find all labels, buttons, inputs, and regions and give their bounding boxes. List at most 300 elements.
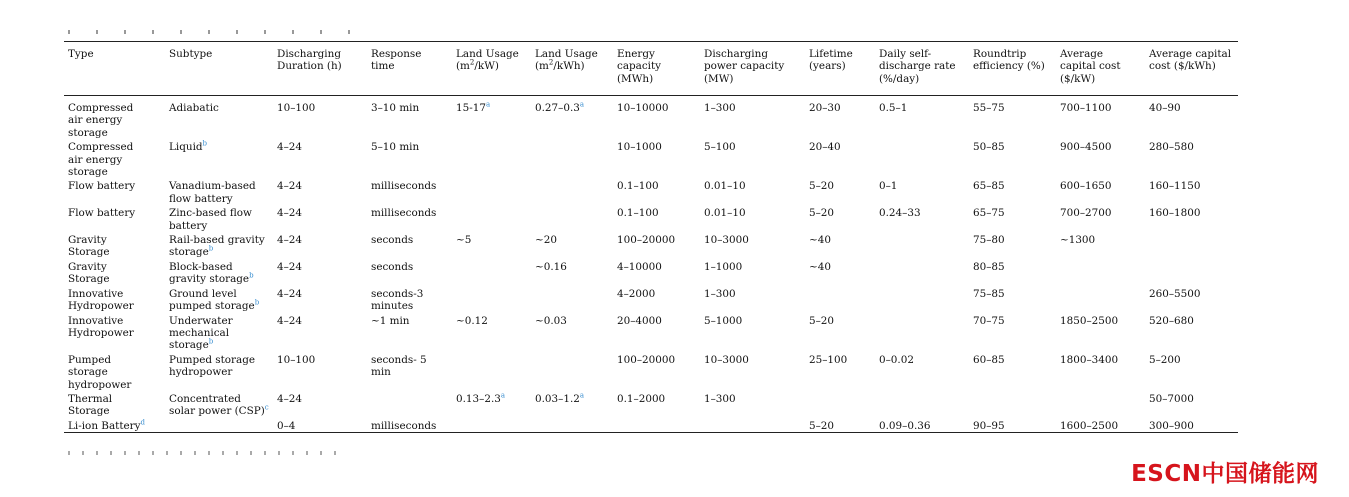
cell-energy bbox=[613, 286, 700, 313]
cell-land-kwh bbox=[531, 205, 613, 232]
table-row bbox=[64, 139, 1238, 178]
cell-text: 0.1–100 bbox=[617, 180, 659, 193]
cell-text: 1–1000 bbox=[704, 260, 743, 273]
cell-text: 5–20 bbox=[809, 180, 835, 193]
cell-cost-kwh bbox=[1145, 96, 1238, 140]
cell-text: 4–24 bbox=[277, 180, 303, 193]
cell-text: 5–20 bbox=[809, 207, 835, 220]
cell-duration bbox=[273, 313, 367, 352]
cell-land-kwh bbox=[531, 391, 613, 418]
cell-response bbox=[367, 418, 452, 433]
cell-text: 260–5500 bbox=[1149, 287, 1201, 300]
cell-duration bbox=[273, 139, 367, 178]
energy-storage-table bbox=[64, 41, 1238, 433]
cell-text: Pumped storage hydropower bbox=[169, 353, 256, 379]
cell-efficiency bbox=[969, 96, 1056, 140]
footnote-marker: a bbox=[579, 391, 585, 400]
cell-text: 15-17 bbox=[456, 102, 486, 114]
footnote-marker: b bbox=[208, 337, 214, 346]
cell-power bbox=[700, 418, 805, 433]
cell-energy bbox=[613, 313, 700, 352]
cell-subtype bbox=[165, 139, 273, 178]
column-header bbox=[367, 42, 452, 96]
table-row bbox=[64, 96, 1238, 140]
cell-cost-kwh bbox=[1145, 259, 1238, 286]
cell-text: 4–24 bbox=[277, 207, 303, 220]
cell-energy bbox=[613, 391, 700, 418]
cell-power bbox=[700, 96, 805, 140]
cell-text: 65–85 bbox=[973, 180, 1005, 193]
footnote-marker: a bbox=[485, 100, 491, 109]
cell-lifetime bbox=[805, 391, 875, 418]
cell-text: 0.27–0.3 bbox=[535, 102, 580, 114]
cell-text: 60–85 bbox=[973, 353, 1005, 366]
escn-logo-watermark: ESCN中国储能网 bbox=[1131, 461, 1319, 487]
footnote-marker: b bbox=[249, 271, 254, 280]
cell-text: ~5 bbox=[456, 234, 472, 247]
cell-text: 0.1–2000 bbox=[617, 392, 666, 405]
cell-text: ~0.16 bbox=[535, 260, 567, 273]
cell-land-kwh bbox=[531, 232, 613, 259]
cut-off-footnote-line bbox=[68, 451, 338, 455]
cell-lifetime bbox=[805, 313, 875, 352]
header-row bbox=[64, 42, 1238, 96]
cell-text: 900–4500 bbox=[1060, 141, 1112, 154]
cell-duration bbox=[273, 391, 367, 418]
cell-text: Ground level pumped storage bbox=[169, 287, 255, 313]
cell-selfdischarge bbox=[875, 352, 969, 391]
cell-text: 0.5–1 bbox=[879, 102, 908, 114]
cell-text: 160–1800 bbox=[1149, 207, 1201, 220]
cell-cost-kw bbox=[1056, 259, 1145, 286]
cell-cost-kwh bbox=[1145, 313, 1238, 352]
table-body bbox=[64, 96, 1238, 433]
cell-subtype bbox=[165, 178, 273, 205]
cell-text: 5–20 bbox=[809, 419, 835, 432]
cell-text: 0–4 bbox=[277, 419, 296, 432]
footnote-marker: a bbox=[579, 100, 585, 109]
cell-power bbox=[700, 205, 805, 232]
cell-text: milliseconds bbox=[371, 180, 437, 193]
cell-text: 90–95 bbox=[973, 419, 1005, 432]
cell-energy bbox=[613, 139, 700, 178]
cell-text: milliseconds bbox=[371, 419, 437, 432]
cell-land-kwh bbox=[531, 96, 613, 140]
table-row bbox=[64, 286, 1238, 313]
cell-land-kw bbox=[452, 205, 531, 232]
table-row bbox=[64, 313, 1238, 352]
cell-text: 1850–2500 bbox=[1060, 314, 1119, 327]
cell-text: 4–24 bbox=[277, 260, 303, 273]
column-header bbox=[969, 42, 1056, 96]
cell-cost-kwh bbox=[1145, 139, 1238, 178]
column-header-text: Discharging power capacity (MW) bbox=[704, 48, 785, 85]
cut-off-caption-line bbox=[68, 30, 368, 34]
column-header-unit: /kW) bbox=[474, 60, 499, 73]
cell-land-kw bbox=[452, 391, 531, 418]
cell-text: ~1300 bbox=[1060, 234, 1096, 247]
column-header-superscript: 2 bbox=[548, 58, 554, 67]
cell-text: 520–680 bbox=[1149, 314, 1194, 327]
cell-selfdischarge bbox=[875, 205, 969, 232]
cell-response bbox=[367, 96, 452, 140]
cell-land-kw bbox=[452, 313, 531, 352]
cell-energy bbox=[613, 418, 700, 433]
cell-duration bbox=[273, 96, 367, 140]
cell-text: 75–85 bbox=[973, 287, 1005, 300]
cell-efficiency bbox=[969, 418, 1056, 433]
cell-text: seconds-3 minutes bbox=[371, 287, 424, 313]
cell-cost-kwh bbox=[1145, 286, 1238, 313]
table-row bbox=[64, 352, 1238, 391]
cell-subtype bbox=[165, 205, 273, 232]
cell-energy bbox=[613, 232, 700, 259]
table-row bbox=[64, 232, 1238, 259]
cell-text: seconds bbox=[371, 260, 414, 273]
cell-cost-kwh bbox=[1145, 178, 1238, 205]
cell-type bbox=[64, 286, 165, 313]
cell-land-kw bbox=[452, 286, 531, 313]
cell-text: Liquid bbox=[169, 141, 203, 154]
column-header bbox=[613, 42, 700, 96]
cell-text: 700–2700 bbox=[1060, 207, 1112, 220]
column-header bbox=[805, 42, 875, 96]
cell-duration bbox=[273, 205, 367, 232]
cell-text: 5–100 bbox=[704, 141, 736, 154]
cell-text: 1600–2500 bbox=[1060, 419, 1119, 432]
cell-text: 160–1150 bbox=[1149, 180, 1201, 193]
cell-cost-kwh bbox=[1145, 205, 1238, 232]
cell-text: 100–20000 bbox=[617, 234, 676, 247]
column-header bbox=[700, 42, 805, 96]
cell-energy bbox=[613, 259, 700, 286]
cell-text: Compressed air energy storage bbox=[68, 141, 134, 179]
cell-text: 10–3000 bbox=[704, 353, 749, 366]
cell-type bbox=[64, 178, 165, 205]
cell-duration bbox=[273, 418, 367, 433]
cell-selfdischarge bbox=[875, 139, 969, 178]
cell-land-kwh bbox=[531, 313, 613, 352]
cell-lifetime bbox=[805, 205, 875, 232]
cell-text: Li-ion Battery bbox=[68, 419, 141, 432]
cell-efficiency bbox=[969, 232, 1056, 259]
cell-text: 55–75 bbox=[973, 102, 1005, 114]
cell-duration bbox=[273, 286, 367, 313]
cell-text: 0.01–10 bbox=[704, 180, 746, 193]
table-row bbox=[64, 205, 1238, 232]
cell-text: ~40 bbox=[809, 234, 831, 247]
cell-land-kw bbox=[452, 259, 531, 286]
cell-lifetime bbox=[805, 286, 875, 313]
cell-text: 10–10000 bbox=[617, 102, 669, 114]
cell-text: Vanadium-based flow battery bbox=[169, 180, 256, 205]
cell-text: 1–300 bbox=[704, 102, 736, 114]
cell-text: 280–580 bbox=[1149, 141, 1194, 154]
cell-text: Innovative Hydropower bbox=[68, 314, 134, 339]
cell-lifetime bbox=[805, 96, 875, 140]
cell-subtype bbox=[165, 232, 273, 259]
cell-text: ~40 bbox=[809, 260, 831, 273]
cell-cost-kwh bbox=[1145, 232, 1238, 259]
cell-duration bbox=[273, 259, 367, 286]
cell-response bbox=[367, 286, 452, 313]
table-header bbox=[64, 42, 1238, 96]
cell-text: 4–10000 bbox=[617, 260, 662, 273]
cell-energy bbox=[613, 96, 700, 140]
cell-type bbox=[64, 313, 165, 352]
cell-text: 50–7000 bbox=[1149, 392, 1194, 405]
cell-land-kwh bbox=[531, 286, 613, 313]
cell-cost-kw bbox=[1056, 232, 1145, 259]
cell-text: Thermal Storage bbox=[68, 392, 113, 418]
table-row bbox=[64, 391, 1238, 418]
cell-power bbox=[700, 232, 805, 259]
cell-power bbox=[700, 352, 805, 391]
cell-efficiency bbox=[969, 259, 1056, 286]
cell-lifetime bbox=[805, 139, 875, 178]
cell-type bbox=[64, 139, 165, 178]
table-row bbox=[64, 418, 1238, 433]
cell-energy bbox=[613, 352, 700, 391]
cell-text: 600–1650 bbox=[1060, 180, 1112, 193]
cell-land-kwh bbox=[531, 259, 613, 286]
cell-response bbox=[367, 259, 452, 286]
column-header bbox=[1056, 42, 1145, 96]
cell-text: Zinc-based flow battery bbox=[169, 207, 252, 232]
cell-text: Compressed air energy storage bbox=[68, 102, 134, 139]
cell-land-kw bbox=[452, 418, 531, 433]
table-row bbox=[64, 259, 1238, 286]
cell-response bbox=[367, 391, 452, 418]
cell-text: 4–24 bbox=[277, 392, 303, 405]
column-header-text: Average capital cost ($/kW) bbox=[1060, 48, 1121, 85]
cell-duration bbox=[273, 232, 367, 259]
cell-text: 10–100 bbox=[277, 102, 316, 114]
cell-text: 20–40 bbox=[809, 141, 841, 154]
column-header bbox=[64, 42, 165, 96]
column-header bbox=[452, 42, 531, 96]
cell-cost-kw bbox=[1056, 96, 1145, 140]
cell-type bbox=[64, 352, 165, 391]
cell-cost-kw bbox=[1056, 139, 1145, 178]
cell-cost-kw bbox=[1056, 418, 1145, 433]
cell-text: 1800–3400 bbox=[1060, 353, 1119, 366]
cell-text: 70–75 bbox=[973, 314, 1005, 327]
cell-cost-kw bbox=[1056, 286, 1145, 313]
column-header bbox=[1145, 42, 1238, 96]
cell-efficiency bbox=[969, 178, 1056, 205]
cell-text: 5–20 bbox=[809, 314, 835, 327]
cell-subtype bbox=[165, 286, 273, 313]
cell-text: 20–4000 bbox=[617, 314, 662, 327]
column-header-text: Average capital cost ($/kWh) bbox=[1149, 48, 1232, 73]
cell-text: 1–300 bbox=[704, 392, 736, 405]
cell-text: Gravity Storage bbox=[68, 260, 110, 286]
cell-text: 0–1 bbox=[879, 180, 898, 193]
column-header-unit: /kWh) bbox=[553, 60, 585, 73]
cell-response bbox=[367, 232, 452, 259]
cell-text: 4–24 bbox=[277, 141, 303, 154]
cell-text: 300–900 bbox=[1149, 419, 1194, 432]
cell-land-kw bbox=[452, 139, 531, 178]
cell-text: 4–2000 bbox=[617, 287, 656, 300]
cell-text: Underwater mechanical storage bbox=[169, 314, 233, 352]
cell-land-kwh bbox=[531, 178, 613, 205]
cell-lifetime bbox=[805, 259, 875, 286]
cell-text: 50–85 bbox=[973, 141, 1005, 154]
column-header-text: Lifetime (years) bbox=[809, 48, 853, 73]
cell-cost-kwh bbox=[1145, 418, 1238, 433]
cell-subtype bbox=[165, 313, 273, 352]
cell-text: 100–20000 bbox=[617, 353, 676, 366]
cell-selfdischarge bbox=[875, 96, 969, 140]
cell-subtype bbox=[165, 96, 273, 140]
cell-selfdischarge bbox=[875, 418, 969, 433]
cell-efficiency bbox=[969, 286, 1056, 313]
cell-lifetime bbox=[805, 232, 875, 259]
cell-power bbox=[700, 178, 805, 205]
footnote-marker: c bbox=[264, 403, 269, 412]
cell-type bbox=[64, 259, 165, 286]
cell-selfdischarge bbox=[875, 391, 969, 418]
column-header bbox=[531, 42, 613, 96]
cell-selfdischarge bbox=[875, 259, 969, 286]
cell-text: Concentrated solar power (CSP) bbox=[169, 392, 265, 418]
cell-type bbox=[64, 418, 165, 433]
cell-type bbox=[64, 96, 165, 140]
cell-subtype bbox=[165, 418, 273, 433]
cell-text: ~0.03 bbox=[535, 314, 567, 327]
cell-energy bbox=[613, 178, 700, 205]
column-header-text: Discharging Duration (h) bbox=[277, 48, 342, 73]
cell-power bbox=[700, 313, 805, 352]
cell-type bbox=[64, 391, 165, 418]
cell-text: 0.03–1.2 bbox=[535, 392, 580, 405]
column-header bbox=[875, 42, 969, 96]
cell-type bbox=[64, 205, 165, 232]
cell-text: Innovative Hydropower bbox=[68, 287, 134, 313]
cell-selfdischarge bbox=[875, 232, 969, 259]
column-header-text: Daily self-discharge rate (%/day) bbox=[879, 48, 956, 85]
cell-text: 0.1–100 bbox=[617, 207, 659, 220]
cell-subtype bbox=[165, 259, 273, 286]
footnote-marker: d bbox=[140, 418, 145, 427]
cell-lifetime bbox=[805, 178, 875, 205]
cell-text: Rail-based gravity storage bbox=[169, 234, 265, 259]
cell-lifetime bbox=[805, 352, 875, 391]
column-header-text: Land Usage (m bbox=[456, 48, 519, 73]
cell-text: Gravity Storage bbox=[68, 234, 110, 259]
cell-text: Pumped storage hydropower bbox=[68, 353, 132, 391]
column-header bbox=[165, 42, 273, 96]
cell-duration bbox=[273, 178, 367, 205]
cell-text: seconds bbox=[371, 234, 414, 247]
cell-power bbox=[700, 286, 805, 313]
cell-response bbox=[367, 313, 452, 352]
cell-cost-kw bbox=[1056, 205, 1145, 232]
cell-text: 5–1000 bbox=[704, 314, 743, 327]
cell-text: milliseconds bbox=[371, 207, 437, 220]
cell-text: 5–200 bbox=[1149, 353, 1181, 366]
cell-land-kw bbox=[452, 96, 531, 140]
cell-selfdischarge bbox=[875, 286, 969, 313]
cell-text: 0.01–10 bbox=[704, 207, 746, 220]
cell-text: 0.09–0.36 bbox=[879, 419, 931, 432]
cell-power bbox=[700, 259, 805, 286]
cell-text: Flow battery bbox=[68, 180, 136, 193]
cell-text: ~20 bbox=[535, 234, 557, 247]
cell-subtype bbox=[165, 391, 273, 418]
column-header-text: Energy capacity (MWh) bbox=[617, 48, 662, 85]
column-header-text: Response time bbox=[371, 48, 422, 73]
cell-text: ~0.12 bbox=[456, 314, 488, 327]
cell-efficiency bbox=[969, 391, 1056, 418]
cell-text: 0.24–33 bbox=[879, 207, 921, 220]
cell-response bbox=[367, 139, 452, 178]
cell-cost-kwh bbox=[1145, 391, 1238, 418]
cell-subtype bbox=[165, 352, 273, 391]
cell-power bbox=[700, 139, 805, 178]
cell-energy bbox=[613, 205, 700, 232]
cell-text: 700–1100 bbox=[1060, 102, 1112, 114]
cell-text: ~1 min bbox=[371, 314, 410, 327]
cell-response bbox=[367, 352, 452, 391]
cell-text: seconds- 5 min bbox=[371, 353, 427, 379]
cell-text: 75–80 bbox=[973, 234, 1005, 247]
cell-text: 40–90 bbox=[1149, 102, 1181, 114]
cell-text: 25–100 bbox=[809, 353, 848, 366]
cell-text: 10–1000 bbox=[617, 141, 662, 154]
cell-text: 0–0.02 bbox=[879, 353, 914, 366]
cell-land-kw bbox=[452, 232, 531, 259]
cell-cost-kw bbox=[1056, 178, 1145, 205]
column-header-text: Roundtrip efficiency (%) bbox=[973, 48, 1045, 73]
footnote-marker: b bbox=[208, 245, 214, 253]
cell-text: 0.13–2.3 bbox=[456, 392, 501, 405]
cell-lifetime bbox=[805, 418, 875, 433]
cell-text: Flow battery bbox=[68, 207, 136, 220]
cell-selfdischarge bbox=[875, 313, 969, 352]
cell-selfdischarge bbox=[875, 178, 969, 205]
cell-land-kw bbox=[452, 352, 531, 391]
cell-text: 1–300 bbox=[704, 287, 736, 300]
footnote-marker: b bbox=[202, 139, 208, 148]
cell-response bbox=[367, 178, 452, 205]
cell-land-kwh bbox=[531, 418, 613, 433]
cell-text: Block-based gravity storage bbox=[169, 260, 250, 286]
column-header-text: Land Usage (m bbox=[535, 48, 598, 73]
cell-cost-kw bbox=[1056, 352, 1145, 391]
column-header-text: Subtype bbox=[169, 48, 213, 60]
cell-land-kwh bbox=[531, 139, 613, 178]
cell-type bbox=[64, 232, 165, 259]
column-header-text: Type bbox=[68, 48, 94, 60]
cell-text: 80–85 bbox=[973, 260, 1005, 273]
cell-power bbox=[700, 391, 805, 418]
cell-efficiency bbox=[969, 313, 1056, 352]
cell-response bbox=[367, 205, 452, 232]
cell-duration bbox=[273, 352, 367, 391]
column-header bbox=[273, 42, 367, 96]
cell-efficiency bbox=[969, 139, 1056, 178]
cell-text: 20–30 bbox=[809, 102, 841, 114]
cell-cost-kw bbox=[1056, 391, 1145, 418]
cell-text: 4–24 bbox=[277, 314, 303, 327]
footnote-marker: b bbox=[254, 298, 260, 307]
footnote-marker: a bbox=[500, 391, 506, 400]
column-header-superscript: 2 bbox=[469, 58, 475, 67]
cell-text: 3–10 min bbox=[371, 102, 420, 114]
